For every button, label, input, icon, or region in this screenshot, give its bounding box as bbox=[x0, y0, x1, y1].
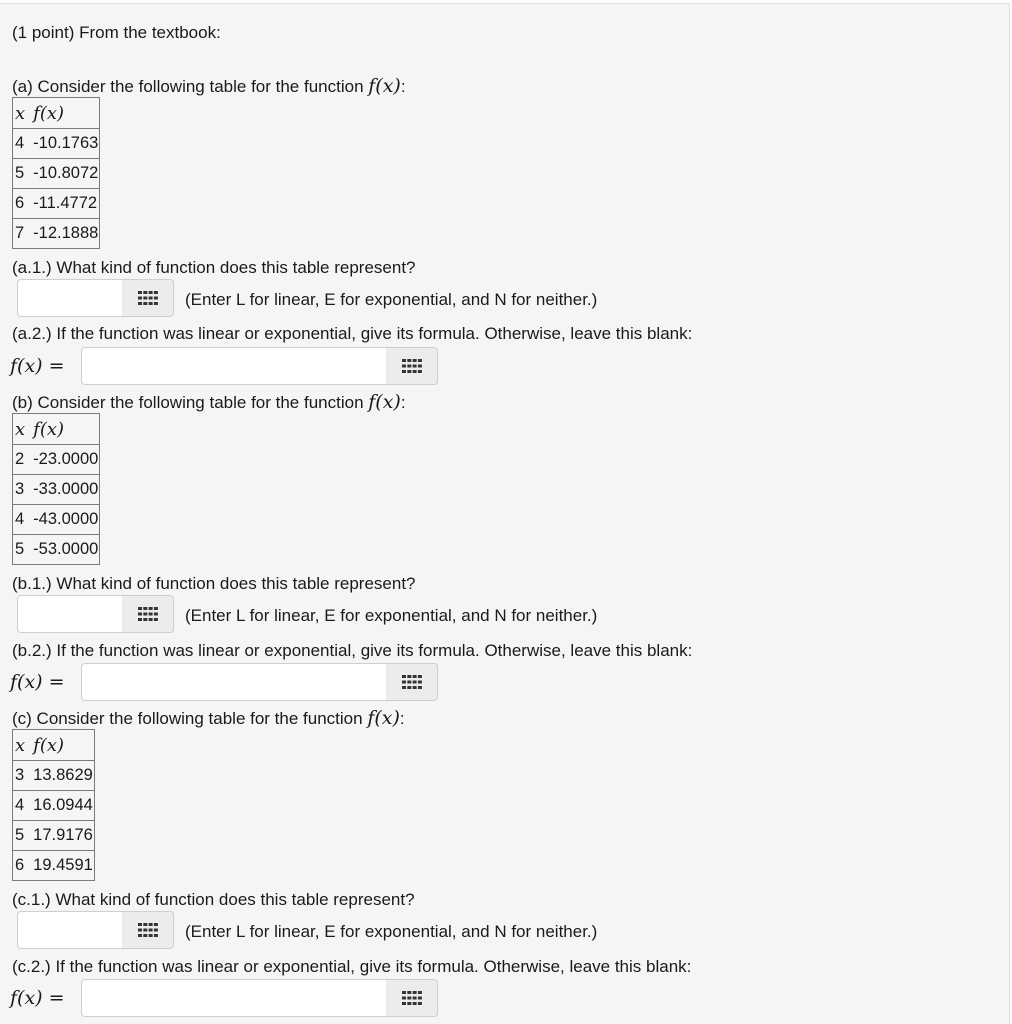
part-c-formula-input[interactable] bbox=[81, 979, 387, 1017]
part-c-type-keypad-button[interactable] bbox=[122, 911, 174, 949]
table-cell-fx: -53.0000 bbox=[31, 535, 100, 565]
table-cell-fx: -33.0000 bbox=[31, 475, 100, 505]
table-cell-x: 4 bbox=[13, 129, 32, 159]
table-cell-x: 3 bbox=[13, 761, 32, 791]
table-header-fx: f(x) bbox=[31, 98, 100, 129]
table-row bbox=[13, 851, 95, 881]
part-a-table bbox=[12, 97, 100, 249]
keypad-icon bbox=[402, 675, 422, 689]
table-header-x: x bbox=[13, 730, 32, 761]
part-b-formula-keypad-button[interactable] bbox=[386, 663, 438, 701]
part-b-question-1: (b.1.) What kind of function does this table represent? bbox=[12, 574, 416, 593]
table-row bbox=[13, 219, 100, 249]
part-c-intro: (c) Consider the following table for the function f(x): bbox=[12, 707, 405, 729]
table-cell-x: 3 bbox=[13, 475, 32, 505]
keypad-icon bbox=[402, 991, 422, 1005]
part-b-intro: (b) Consider the following table for the function f(x): bbox=[12, 391, 406, 413]
table-cell-x: 4 bbox=[13, 791, 32, 821]
table-cell-x: 5 bbox=[13, 159, 32, 189]
table-row bbox=[13, 505, 100, 535]
table-header-fx: f(x) bbox=[31, 730, 94, 761]
part-a-formula-keypad-button[interactable] bbox=[386, 347, 438, 385]
problem-card bbox=[0, 3, 1010, 1024]
table-row bbox=[13, 445, 100, 475]
part-a-formula-input[interactable] bbox=[81, 347, 387, 385]
table-cell-fx: 19.4591 bbox=[31, 851, 94, 881]
table-row bbox=[13, 189, 100, 219]
part-b-type-input[interactable] bbox=[17, 595, 123, 633]
part-c-formula-keypad-button[interactable] bbox=[386, 979, 438, 1017]
table-row bbox=[13, 761, 95, 791]
problem-header: (1 point) From the textbook: bbox=[12, 23, 221, 42]
table-cell-x: 6 bbox=[13, 851, 32, 881]
table-row bbox=[13, 791, 95, 821]
part-c-table bbox=[12, 729, 95, 881]
keypad-icon bbox=[402, 359, 422, 373]
part-c-type-input[interactable] bbox=[17, 911, 123, 949]
part-b-table bbox=[12, 413, 100, 565]
table-cell-fx: 13.8629 bbox=[31, 761, 94, 791]
part-c-question-1: (c.1.) What kind of function does this table represent? bbox=[12, 890, 415, 909]
part-c-hint: (Enter L for linear, E for exponential, and N for neither.) bbox=[185, 922, 598, 941]
part-c-formula-label: f(x) = bbox=[10, 987, 65, 1009]
part-a-intro: (a) Consider the following table for the function f(x): bbox=[12, 75, 406, 97]
table-cell-x: 5 bbox=[13, 821, 32, 851]
part-a-question-2: (a.2.) If the function was linear or exponential, give its formula. Otherwise, leave this blank: bbox=[12, 324, 693, 343]
part-c-question-2: (c.2.) If the function was linear or exponential, give its formula. Otherwise, leave this blank: bbox=[12, 957, 692, 976]
table-header-fx: f(x) bbox=[31, 414, 100, 445]
table-cell-x: 5 bbox=[13, 535, 32, 565]
part-b-hint: (Enter L for linear, E for exponential, and N for neither.) bbox=[185, 606, 598, 625]
table-header-x: x bbox=[13, 98, 32, 129]
table-row bbox=[13, 129, 100, 159]
table-cell-x: 6 bbox=[13, 189, 32, 219]
table-cell-fx: -10.1763 bbox=[31, 129, 100, 159]
table-cell-fx: 17.9176 bbox=[31, 821, 94, 851]
table-cell-x: 2 bbox=[13, 445, 32, 475]
table-row bbox=[13, 159, 100, 189]
part-a-formula-label: f(x) = bbox=[10, 355, 65, 377]
table-header-x: x bbox=[13, 414, 32, 445]
part-a-type-keypad-button[interactable] bbox=[122, 279, 174, 317]
table-cell-fx: -11.4772 bbox=[31, 189, 100, 219]
table-cell-x: 7 bbox=[13, 219, 32, 249]
table-cell-fx: -23.0000 bbox=[31, 445, 100, 475]
part-a-question-1: (a.1.) What kind of function does this table represent? bbox=[12, 258, 416, 277]
table-cell-fx: -10.8072 bbox=[31, 159, 100, 189]
table-row bbox=[13, 475, 100, 505]
part-b-question-2: (b.2.) If the function was linear or exponential, give its formula. Otherwise, leave this blank: bbox=[12, 641, 693, 660]
part-a-type-input[interactable] bbox=[17, 279, 123, 317]
part-b-formula-label: f(x) = bbox=[10, 671, 65, 693]
part-b-formula-input[interactable] bbox=[81, 663, 387, 701]
table-cell-x: 4 bbox=[13, 505, 32, 535]
table-cell-fx: -43.0000 bbox=[31, 505, 100, 535]
keypad-icon bbox=[138, 607, 158, 621]
table-cell-fx: 16.0944 bbox=[31, 791, 94, 821]
keypad-icon bbox=[138, 291, 158, 305]
table-row bbox=[13, 535, 100, 565]
table-cell-fx: -12.1888 bbox=[31, 219, 100, 249]
keypad-icon bbox=[138, 923, 158, 937]
part-a-hint: (Enter L for linear, E for exponential, and N for neither.) bbox=[185, 290, 598, 309]
table-row bbox=[13, 821, 95, 851]
part-b-type-keypad-button[interactable] bbox=[122, 595, 174, 633]
